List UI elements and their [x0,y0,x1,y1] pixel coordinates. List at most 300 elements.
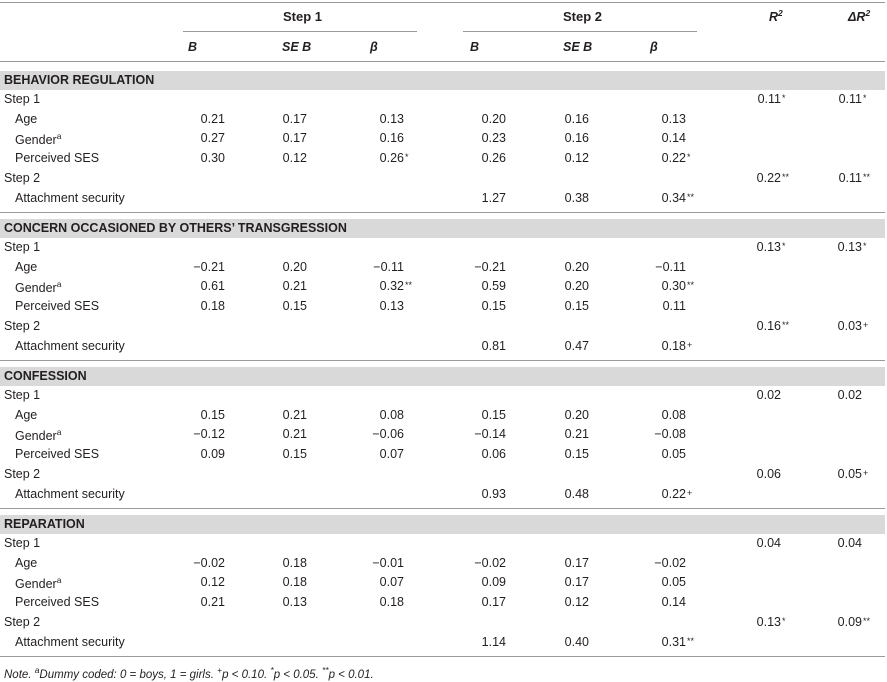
cell-beta1 [380,575,404,589]
cell-value: 0.13 [661,111,686,126]
cell-r2 [757,171,781,185]
cell-value: 0.20 [481,111,506,126]
cell-value: 0.18 [282,555,307,570]
cell-value: −0.11 [655,259,686,274]
cell-value: 0.93 [481,486,506,501]
section-title: CONFESSION [4,369,87,383]
note-sup-a: a [34,665,40,675]
cell-value: 0.30 [661,279,686,294]
significance-mark: * [782,615,786,626]
cell-beta2 [663,299,686,313]
predictor-label [15,131,61,147]
cell-value: 0.47 [564,338,589,353]
cell-value: 0.05 [837,466,862,481]
cell-beta1 [380,299,404,313]
cell-value: 0.09 [200,447,225,462]
step2-beta-header: β [650,40,658,54]
row-label-text: Gender [15,429,57,444]
top-rule [0,2,885,3]
cell-value: 0.15 [481,299,506,314]
cell-b2 [482,131,506,145]
cell-beta1 [380,595,404,609]
cell-value: 0.18 [661,338,686,353]
cell-value: 0.38 [564,190,589,205]
predictor-label [15,279,61,295]
r2-header-letter: R [769,10,779,24]
cell-value: 0.13 [379,111,404,126]
cell-value: 0.07 [379,447,404,462]
cell-b2 [482,299,506,313]
cell-b1 [201,131,225,145]
cell-value: 0.05 [661,447,686,462]
row-label-text: Attachment security [15,634,125,649]
cell-beta1 [380,447,404,461]
cell-se2 [565,595,589,609]
step-label [4,615,40,629]
significance-mark: * [687,152,691,163]
row-label-text: Age [15,407,38,422]
note-sup-star: * [270,665,274,675]
section-title: CONCERN OCCASIONED BY OTHERS’ TRANSGRESSION [4,221,347,235]
predictor-label [15,151,99,165]
predictor-label [15,595,99,609]
cell-value: 0.15 [564,299,589,314]
predictor-label [15,635,125,649]
cell-se2 [565,191,589,205]
row-label-text: Perceived SES [15,447,100,462]
significance-mark: ** [782,171,790,182]
cell-dr2 [838,388,862,402]
cell-beta2 [662,131,686,145]
cell-value: 0.21 [282,407,307,422]
cell-value: 0.20 [282,259,307,274]
cell-se2 [565,556,589,570]
row-label-text: Step 1 [4,536,41,550]
cell-value: 0.13 [379,299,404,314]
significance-mark: + [863,319,869,330]
cell-se2 [565,299,589,313]
cell-b2 [482,339,506,353]
cell-beta2 [662,575,686,589]
cell-b1 [201,575,225,589]
cell-dr2 [839,171,862,185]
cell-value: −0.02 [193,555,225,570]
cell-se2 [565,447,589,461]
cell-se2 [565,279,589,293]
step2-header: Step 2 [563,9,603,24]
r2-header-sup: 2 [778,8,783,18]
cell-value: 0.12 [564,595,589,610]
step1-underline [183,31,417,32]
cell-b1 [201,112,225,126]
cell-beta2 [654,556,686,570]
cell-dr2 [838,467,862,481]
delta-r2-header [848,8,870,24]
cell-value: 0.18 [282,575,307,590]
cell-se1 [283,260,307,274]
predictor-label [15,487,125,501]
cell-se1 [283,575,307,589]
significance-mark: ** [405,280,413,291]
gender-superscript: a [56,575,62,586]
note-text-p10: p < 0.10. [222,669,271,681]
step-label [4,240,40,254]
cell-value: 0.17 [564,555,589,570]
cell-value: 0.11 [838,170,862,185]
cell-dr2 [838,615,862,629]
cell-value: −0.02 [474,555,506,570]
cell-value: 0.31 [661,634,686,649]
cell-beta2 [662,191,686,205]
cell-r2 [757,319,781,333]
cell-value: 0.59 [481,279,506,294]
cell-value: 0.21 [282,279,307,294]
cell-value: 0.26 [379,151,404,166]
cell-value: 0.15 [200,407,225,422]
significance-mark: * [782,241,786,251]
cell-value: 0.22 [756,170,781,185]
cell-value: 0.12 [282,151,307,166]
cell-value: 0.16 [379,131,404,146]
row-label-text: Attachment security [15,190,125,205]
cell-b1 [193,556,225,570]
cell-value: 0.17 [481,595,506,610]
cell-b1 [193,427,225,441]
significance-mark: + [687,339,693,350]
cell-r2 [757,388,781,402]
row-label-text: Step 2 [4,318,41,333]
cell-beta1 [380,112,404,126]
cell-value: 0.18 [379,595,404,610]
gender-superscript: a [56,131,62,142]
section-title: BEHAVIOR REGULATION [4,73,155,87]
cell-value: 0.27 [200,131,225,146]
table-note [4,665,374,681]
cell-value: −0.11 [373,259,404,274]
cell-b2 [482,487,506,501]
cell-se2 [565,408,589,422]
cell-beta1 [380,408,404,422]
row-label-text: Step 2 [4,170,41,185]
row-label-text: Age [15,555,38,570]
cell-value: −0.08 [654,427,686,442]
cell-value: 0.15 [481,407,506,422]
cell-se2 [565,260,589,274]
delta-r2-letter: R [856,10,866,24]
predictor-label [15,191,125,205]
step2-seb-header: SE B [563,40,593,54]
row-label-text: Perceived SES [15,151,100,166]
cell-se2 [565,151,589,165]
cell-value: 0.17 [564,575,589,590]
cell-value: 0.11 [838,92,862,106]
significance-mark: * [863,241,867,251]
row-label-text: Gender [15,281,57,296]
note-prefix: Note. [4,669,35,681]
predictor-label [15,447,99,461]
cell-value: 0.30 [200,151,225,166]
cell-b2 [482,112,506,126]
cell-dr2 [838,536,862,550]
cell-value: 0.21 [200,595,225,610]
row-label-text: Step 2 [4,614,41,629]
cell-beta2 [655,260,686,274]
step2-b-header: B [470,40,480,54]
cell-value: 0.20 [564,279,589,294]
row-label-text: Gender [15,577,57,592]
cell-b2 [482,408,506,422]
row-label-text: Attachment security [15,486,125,501]
delta-symbol: Δ [848,10,857,24]
section-bottom-rule [0,360,885,361]
cell-value: 0.09 [481,575,506,590]
cell-b2 [482,635,506,649]
cell-b2 [474,260,506,274]
cell-value: 0.03 [837,318,862,333]
cell-value: 0.20 [564,259,589,274]
note-text-dummy: Dummy coded: 0 = boys, 1 = girls. [39,669,218,681]
cell-se1 [283,151,307,165]
step1-b-header: B [188,40,198,54]
cell-value: 0.40 [564,634,589,649]
cell-r2 [757,240,781,254]
cell-r2 [757,536,781,550]
section-bottom-rule [0,508,885,509]
cell-value: 0.16 [564,111,589,126]
cell-beta2 [662,408,686,422]
cell-value: 0.05 [661,575,686,590]
significance-mark: * [405,152,409,163]
note-text-p01: p < 0.01. [328,669,374,681]
cell-value: 0.16 [564,131,589,146]
row-label-text: Step 2 [4,466,41,481]
gender-superscript: a [56,427,62,438]
row-label-text: Perceived SES [15,595,100,610]
cell-b1 [201,279,225,293]
significance-mark: ** [687,635,695,646]
cell-value: 0.22 [661,151,686,166]
cell-se1 [283,131,307,145]
cell-value: 0.61 [200,279,225,294]
cell-beta2 [662,447,686,461]
cell-value: 0.08 [661,407,686,422]
section-bottom-rule [0,656,885,657]
cell-value: 0.06 [756,466,781,481]
section-title: REPARATION [4,517,85,531]
cell-r2 [758,92,781,106]
cell-beta1 [373,260,404,274]
cell-value: −0.01 [372,555,404,570]
cell-dr2 [838,319,862,333]
cell-value: 0.18 [200,299,225,314]
cell-value: 0.81 [481,338,506,353]
cell-value: 0.04 [837,536,862,550]
cell-se2 [565,487,589,501]
cell-value: −0.21 [193,259,225,274]
step2-underline [463,31,697,32]
step-label [4,319,40,333]
cell-b2 [474,556,506,570]
predictor-label [15,339,125,353]
cell-b2 [482,191,506,205]
cell-value: 0.07 [379,575,404,590]
cell-value: −0.12 [193,427,225,442]
row-label-text: Step 1 [4,388,41,402]
cell-se1 [283,408,307,422]
cell-beta1 [380,131,404,145]
significance-mark: + [687,487,693,498]
cell-value: 0.08 [379,407,404,422]
significance-mark: ** [863,171,871,182]
predictor-label [15,408,37,422]
step1-header: Step 1 [283,9,323,24]
r2-header [769,8,783,24]
cell-b1 [201,151,225,165]
cell-b1 [201,447,225,461]
cell-value: 1.14 [481,634,506,649]
cell-value: −0.06 [372,427,404,442]
cell-beta1 [380,151,404,165]
step1-seb-header: SE B [282,40,312,54]
cell-b1 [193,260,225,274]
cell-value: 0.12 [564,151,589,166]
predictor-label [15,575,61,591]
row-label-text: Attachment security [15,338,125,353]
cell-se1 [283,279,307,293]
row-label-text: Perceived SES [15,299,100,314]
cell-dr2 [839,92,862,106]
cell-value: 0.13 [837,240,862,254]
cell-value: 0.21 [200,111,225,126]
predictor-label [15,260,37,274]
cell-b2 [482,447,506,461]
cell-beta2 [662,595,686,609]
cell-beta2 [662,487,686,501]
cell-se1 [283,595,307,609]
step-label [4,92,40,106]
cell-b2 [482,595,506,609]
cell-value: 0.13 [756,240,781,254]
cell-beta2 [654,427,686,441]
cell-se2 [565,339,589,353]
cell-value: 0.13 [282,595,307,610]
cell-beta2 [662,635,686,649]
cell-value: 0.12 [200,575,225,590]
cell-value: 0.02 [756,388,781,402]
note-sup-plus: + [217,665,223,675]
cell-value: 0.15 [282,447,307,462]
cell-value: 0.11 [662,299,686,314]
cell-value: 0.04 [756,536,781,550]
cell-value: 0.09 [837,614,862,629]
cell-se2 [565,112,589,126]
cell-se2 [565,131,589,145]
delta-r2-sup: 2 [865,8,871,18]
cell-value: 0.15 [282,299,307,314]
cell-se2 [565,635,589,649]
cell-se1 [283,447,307,461]
cell-value: 0.14 [661,131,686,146]
cell-b2 [474,427,506,441]
significance-mark: ** [782,319,790,330]
row-label-text: Age [15,111,38,126]
cell-beta2 [662,151,686,165]
row-label-text: Age [15,259,38,274]
cell-value: −0.14 [474,427,506,442]
step1-beta-header: β [370,40,378,54]
gender-superscript: a [56,279,62,290]
cell-value: 0.17 [282,111,307,126]
significance-mark: * [863,93,867,103]
predictor-label [15,556,37,570]
section-bottom-rule [0,212,885,213]
cell-value: 0.15 [564,447,589,462]
cell-value: 0.20 [564,407,589,422]
section-header-bar [0,515,885,534]
note-text-p05: p < 0.05. [273,669,322,681]
cell-beta2 [662,112,686,126]
cell-value: 0.23 [481,131,506,146]
row-label-text: Step 1 [4,92,41,106]
cell-value: 0.06 [481,447,506,462]
cell-value: −0.21 [474,259,506,274]
predictor-label [15,427,61,443]
cell-b2 [482,575,506,589]
cell-value: 0.11 [757,92,781,106]
significance-mark: * [782,93,786,103]
predictor-label [15,299,99,313]
cell-value: 0.13 [756,614,781,629]
cell-value: −0.02 [654,555,686,570]
significance-mark: ** [687,280,695,291]
cell-value: 0.32 [379,279,404,294]
significance-mark: ** [863,615,871,626]
section-header-bar [0,367,885,386]
cell-value: 0.02 [837,388,862,402]
step-label [4,536,40,550]
cell-value: 1.27 [481,190,506,205]
cell-se1 [283,427,307,441]
cell-value: 0.22 [661,486,686,501]
cell-beta1 [372,556,404,570]
cell-r2 [757,467,781,481]
cell-se2 [565,575,589,589]
significance-mark: + [863,467,869,478]
cell-value: 0.16 [756,318,781,333]
cell-se2 [565,427,589,441]
cell-value: 0.48 [564,486,589,501]
step-label [4,171,40,185]
predictor-label [15,112,37,126]
cell-b2 [482,151,506,165]
cell-value: 0.26 [481,151,506,166]
cell-value: 0.21 [282,427,307,442]
header-rule [0,61,885,62]
cell-value: 0.21 [564,427,589,442]
row-label-text: Gender [15,133,57,148]
cell-se1 [283,112,307,126]
cell-beta2 [662,339,686,353]
row-label-text: Step 1 [4,240,41,254]
cell-b1 [201,408,225,422]
cell-b1 [201,299,225,313]
cell-b1 [201,595,225,609]
cell-se1 [283,556,307,570]
cell-r2 [757,615,781,629]
cell-se1 [283,299,307,313]
cell-dr2 [838,240,862,254]
step-label [4,388,40,402]
